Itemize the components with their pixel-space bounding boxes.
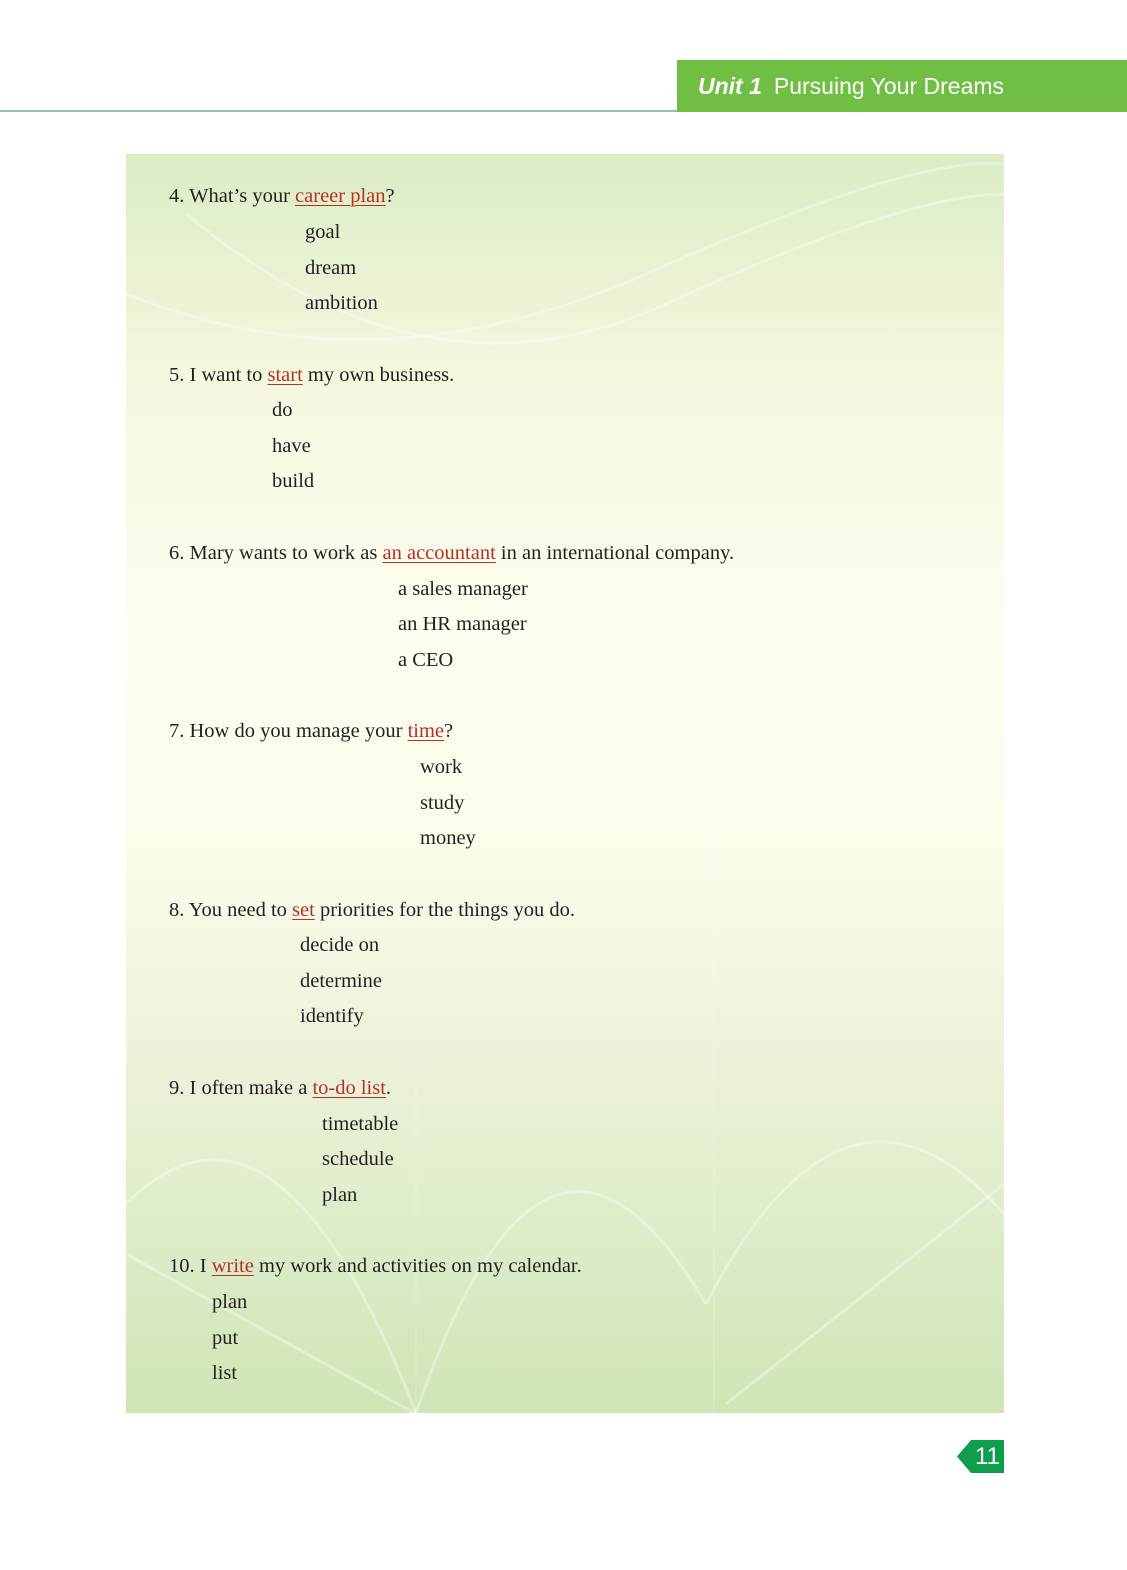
- sentence-end: .: [385, 1077, 392, 1099]
- option: dream: [305, 257, 357, 279]
- substitution-target: to-do list: [312, 1077, 386, 1099]
- option: work: [420, 756, 463, 778]
- substitution-target: start: [267, 364, 303, 386]
- item-number: 9.: [169, 1077, 185, 1099]
- page-number-badge: [957, 1440, 1004, 1473]
- sentence-start: I want to: [189, 364, 263, 386]
- sentence-end: priorities for the things you do.: [319, 899, 576, 921]
- background-decoration: [126, 154, 1004, 1413]
- option: an HR manager: [398, 613, 527, 635]
- sentence-start: I often make a: [189, 1077, 308, 1099]
- option: do: [272, 399, 293, 421]
- sentence: [169, 184, 395, 208]
- option: have: [272, 435, 311, 457]
- substitution-target: set: [292, 899, 315, 921]
- option: decide on: [300, 934, 380, 956]
- option: a CEO: [398, 649, 454, 671]
- substitution-target: time: [407, 720, 444, 742]
- sentence: [169, 1254, 582, 1278]
- option: ambition: [305, 292, 378, 314]
- option: money: [420, 827, 476, 849]
- item-number: 6.: [169, 542, 185, 564]
- option: identify: [300, 1005, 364, 1027]
- option: timetable: [322, 1113, 399, 1135]
- sentence: [169, 363, 454, 387]
- option: determine: [300, 970, 382, 992]
- option: put: [212, 1327, 239, 1349]
- sentence-end: my work and activities on my calendar.: [258, 1255, 582, 1277]
- substitution-target: an accountant: [382, 542, 496, 564]
- option: list: [212, 1362, 238, 1384]
- sentence: [169, 541, 734, 565]
- option: study: [420, 792, 465, 814]
- unit-header-tab: [677, 60, 1127, 112]
- item-number: 10.: [169, 1255, 195, 1277]
- item-number: 5.: [169, 364, 185, 386]
- option: plan: [322, 1184, 358, 1206]
- option: a sales manager: [398, 578, 528, 600]
- option: goal: [305, 221, 341, 243]
- sentence-start: I: [199, 1255, 207, 1277]
- sentence-end: in an international company.: [500, 542, 735, 564]
- unit-title: Pursuing Your Dreams: [773, 72, 1005, 99]
- page-number: 11: [975, 1443, 1000, 1470]
- item-number: 7.: [169, 720, 185, 742]
- sentence-end: ?: [444, 720, 454, 742]
- sentence-start: You need to: [188, 899, 287, 921]
- unit-label: Unit 1: [698, 72, 762, 99]
- item-number: 8.: [169, 899, 185, 921]
- option: build: [272, 470, 315, 492]
- sentence-start: How do you manage your: [189, 720, 403, 742]
- substitution-target: career plan: [295, 185, 386, 207]
- option: plan: [212, 1291, 248, 1313]
- option: schedule: [322, 1148, 394, 1170]
- exercise-panel: [126, 154, 1004, 1413]
- sentence: [169, 1076, 391, 1100]
- sentence-start: Mary wants to work as: [189, 542, 378, 564]
- item-number: 4.: [169, 185, 185, 207]
- sentence-end: ?: [385, 185, 395, 207]
- sentence-end: my own business.: [307, 364, 455, 386]
- sentence: [169, 898, 575, 922]
- substitution-target: write: [211, 1255, 254, 1277]
- sentence-start: What’s your: [189, 185, 290, 207]
- sentence: [169, 719, 453, 743]
